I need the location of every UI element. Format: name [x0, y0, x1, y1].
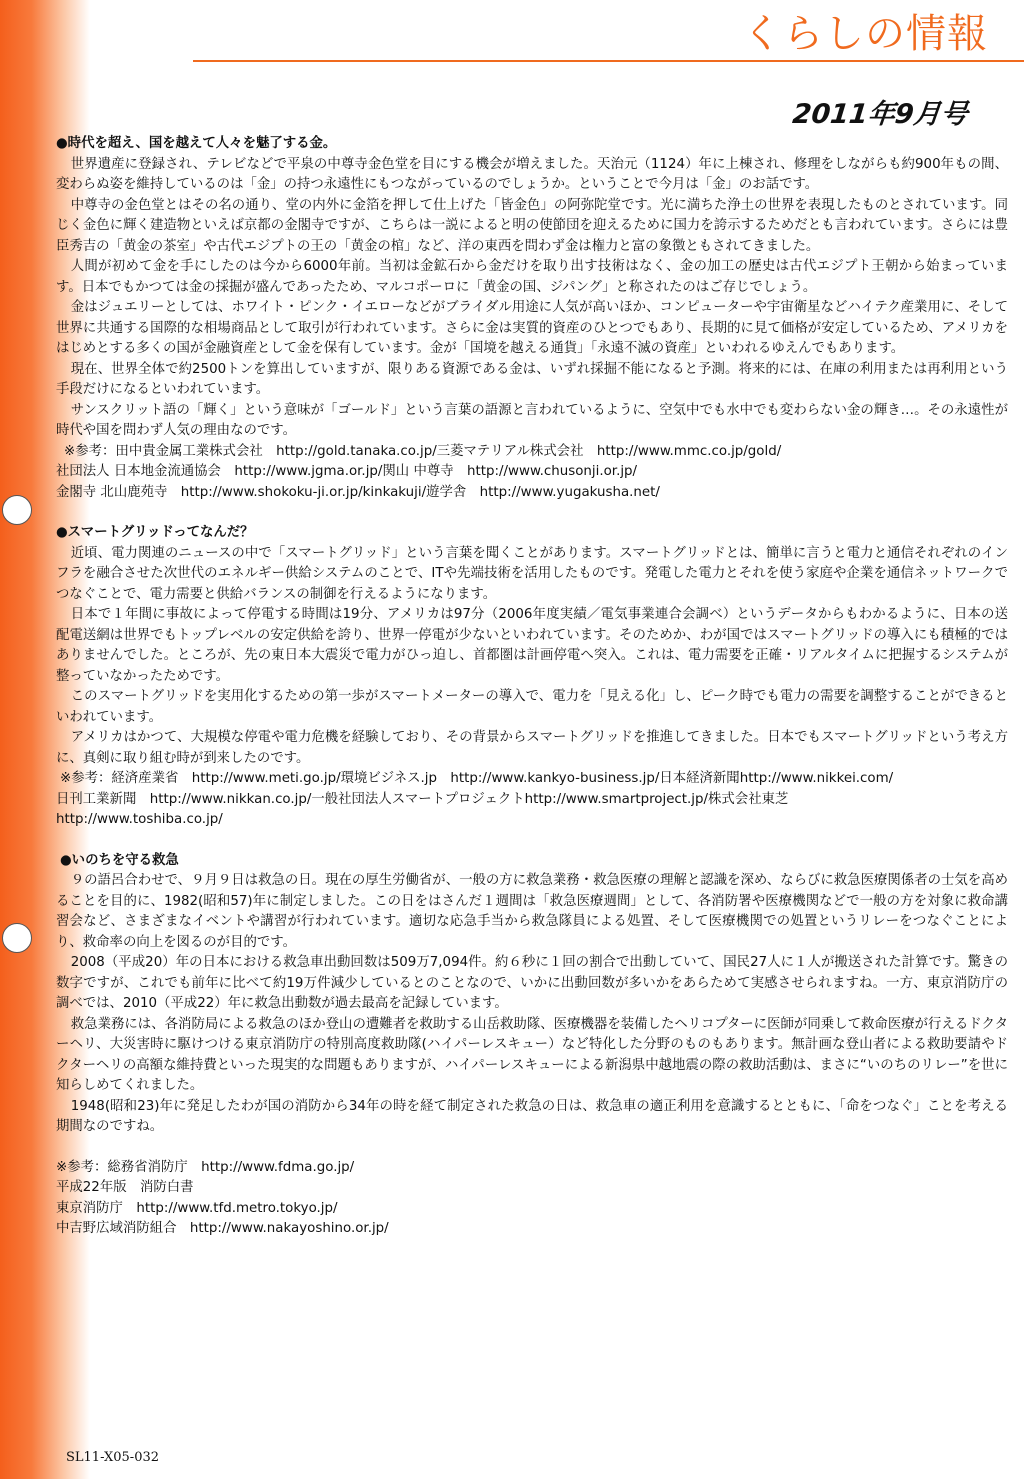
paragraph: 救急業務には、各消防局による救急のほか登山の遭難者を救助する山岳救助隊、医療機器を装備したヘリコプターに医師が同乗して救命医療が行えるドクターヘリ、大災害時に駆けつける東京消防庁の特別高度救助隊(ハイパーレスキュー）など特化した分野のものもあります。無計画な登山者による救助要請やドクターヘリの高額な維持費といった現実的な問題もありますが、ハイパーレスキューによる新潟県中越地震の際の救助活動は、まさに“いのちのリレー”を世に知らしめてくれました。 [56, 1016, 1008, 1093]
paragraph: このスマートグリッドを実用化するための第一歩がスマートメーターの導入で、電力を「見える化」し、ピーク時でも電力の需要を調整することができるといわれています。 [56, 689, 1008, 725]
issue-date: 2011年9月号 [791, 99, 970, 130]
references [56, 1138, 1008, 1240]
paragraph: 日本で１年間に事故によって停電する時間は19分、アメリカは97分（2006年度実績／電気事業連合会調べ）というデータからもわかるように、日本の送配電送網は世界でもトップレベルの安定供給を誇り、世界一停電が少ないといわれています。そのためか、わが国ではスマートグリッドの導入にも積極的ではありませんでした。ところが、先の東日本大震災で電力がひっ迫し、首都圏は計画停電へ突入。これは、電力需要を正確・リアルタイムに把握するシステムが整っていなかったためです。 [56, 607, 1008, 684]
paragraph: 2008（平成20）年の日本における救急車出動回数は509万7,094件。約６秒に１回の割合で出動していて、国民27人に１人が搬送された計算です。驚きの数字ですが、これでも前年に比べて約19万件減少しているとのことなので、いかに出動回数が多いかをあらためて実感させられますね。一方、東京消防庁の調べでは、2010（平成22）年に救急出動数が過去最高を記録しています。 [56, 955, 1008, 1011]
references [56, 769, 1008, 831]
section-heading: ●時代を超え、国を越えて人々を魅了する金。 [56, 136, 337, 151]
reference-line: 中吉野広域消防組合 http://www.nakayoshino.or.jp/ [56, 1221, 389, 1236]
masthead-rule [193, 60, 1024, 62]
paragraph: 中尊寺の金色堂とはその名の通り、堂の内外に金箔を押して仕上げた「皆金色」の阿弥陀堂です。光に満ちた浄土の世界を表現したものとされています。同じく金色に輝く建造物といえば京都の金閣寺ですが、こちらは一説によると明の使節団を迎えるために国力を誇示するためだとも言われています。さらには豊臣秀吉の「黄金の茶室」や古代エジプトの王の「黄金の棺」など、洋の東西を問わず金は権力と富の象徴ともされてきました。 [56, 197, 1008, 254]
section-emergency [56, 851, 1008, 1240]
paragraph: 近頃、電力関連のニュースの中で「スマートグリッド」という言葉を聞くことがあります。スマートグリッドとは、簡単に言うと電力と通信それぞれのインフラを融合させた次世代のエネルギー供給システムのことで、ITや先端技術を活用したものです。発電した電力とそれを使う家庭や企業を通信ネットワークでつなぐことで、電力需要と供給バランスの制御を行えるようになります。 [56, 545, 1008, 602]
paragraph: ９の語呂合わせで、９月９日は救急の日。現在の厚生労働省が、一般の方に救急業務・救急医療の理解と認識を深め、ならびに救急医療関係者の士気を高めることを目的に、1982(昭和57)年に制定しました。この日をはさんだ１週間は「救急医療週間」として、各消防署や医療機関などで一般の方を対象に救命講習会など、さまざまなイベントや講習が行われています。適切な応急手当から救急隊員による処置、そして医療機関での処置というリレーをつなぐことにより、救命率の向上を図るのが目的です。 [56, 873, 1008, 950]
paragraph: サンスクリット語の「輝く」という意味が「ゴールド」という言葉の語源と言われているように、空気中でも水中でも変わらない金の輝き…。その永遠性が時代や国を問わず人気の理由なのです。 [56, 402, 1008, 438]
binder-hole-bottom [2, 923, 32, 953]
section-gold [56, 134, 1008, 503]
reference-line: http://www.toshiba.co.jp/ [56, 812, 223, 827]
reference-line: ※参考：田中貴金属工業株式会社 http://gold.tanaka.co.jp/三菱マテリアル株式会社 http://www.mmc.co.jp/gold/ [64, 443, 782, 459]
references [56, 442, 1008, 504]
reference-line: ※参考：総務省消防庁 http://www.fdma.go.jp/ [56, 1159, 355, 1175]
section-smart-grid [56, 523, 1008, 831]
section-heading: ●スマートグリッドってなんだ？ [56, 525, 254, 540]
reference-line: 金閣寺 北山鹿苑寺 http://www.shokoku-ji.or.jp/kinkakuji/遊学舎 http://www.yugakusha.net/ [56, 484, 660, 500]
reference-line: ※参考：経済産業省 http://www.meti.go.jp/環境ビジネス.jp http://www.kankyo-business.jp/日本経済新聞http://www.nikkei.com/ [60, 771, 894, 786]
paragraph: 人間が初めて金を手にしたのは今から6000年前。当初は金鉱石から金だけを取り出す技術はなく、金の加工の歴史は古代エジプト王朝から始まっています。日本でもかつては金の採掘が盛んであったため、マルコポーロに「黄金の国、ジパング」と称されたのはご存じでしょう。 [56, 259, 1008, 295]
article-body [56, 134, 1008, 1240]
paragraph: 金はジュエリーとしては、ホワイト・ピンク・イエローなどがブライダル用途に人気が高いほか、コンピューターや宇宙衛星などハイテク産業用に、そして世界に共通する国際的な相場商品として取引が行われています。さらに金は実質的資産のひとつでもあり、長期的に見て価格が安定しているため、アメリカをはじめとする多くの国が金融資産として金を保有しています。金が「国境を越える通貨」「永遠不滅の資産」といわれるゆえんでもあります。 [56, 300, 1008, 356]
masthead-title: くらしの情報 [742, 11, 988, 57]
binder-hole-top [2, 495, 32, 525]
paragraph: 世界遺産に登録され、テレビなどで平泉の中尊寺金色堂を目にする機会が増えました。天治元（1124）年に上棟され、修理をしながらも約900年もの間、変わらぬ姿を維持しているのは「金」の持つ永遠性にもつながっているのでしょうか。ということで今月は「金」のお話です。 [56, 156, 1008, 192]
reference-line: 平成22年版 消防白書 [56, 1180, 194, 1195]
reference-line: 東京消防庁 http://www.tfd.metro.tokyo.jp/ [56, 1200, 338, 1216]
paragraph: アメリカはかつて、大規模な停電や電力危機を経験しており、その背景からスマートグリッドを推進してきました。日本でもスマートグリッドという考え方に、真剣に取り組む時が到来したのです。 [56, 730, 1008, 766]
document-code: SL11-X05-032 [66, 1450, 160, 1465]
paragraph: 1948(昭和23)年に発足したわが国の消防から34年の時を経て制定された救急の日は、救急車の適正利用を意識するとともに、「命をつなぐ」ことを考える期間なのですね。 [56, 1098, 1008, 1134]
section-heading: ●いのちを守る救急 [60, 852, 179, 868]
reference-line: 日刊工業新聞 http://www.nikkan.co.jp/一般社団法人スマートプロジェクトhttp://www.smartproject.jp/株式会社東芝 [56, 791, 789, 807]
reference-spacer [56, 1138, 1008, 1158]
reference-line: 社団法人 日本地金流通協会 http://www.jgma.or.jp/関山 中尊寺 http://www.chusonji.or.jp/ [56, 464, 638, 479]
paragraph: 現在、世界全体で約2500トンを算出していますが、限りある資源である金は、いずれ採掘不能になると予測。将来的には、在庫の利用または再利用という手段だけになるといわれています。 [56, 361, 1008, 397]
